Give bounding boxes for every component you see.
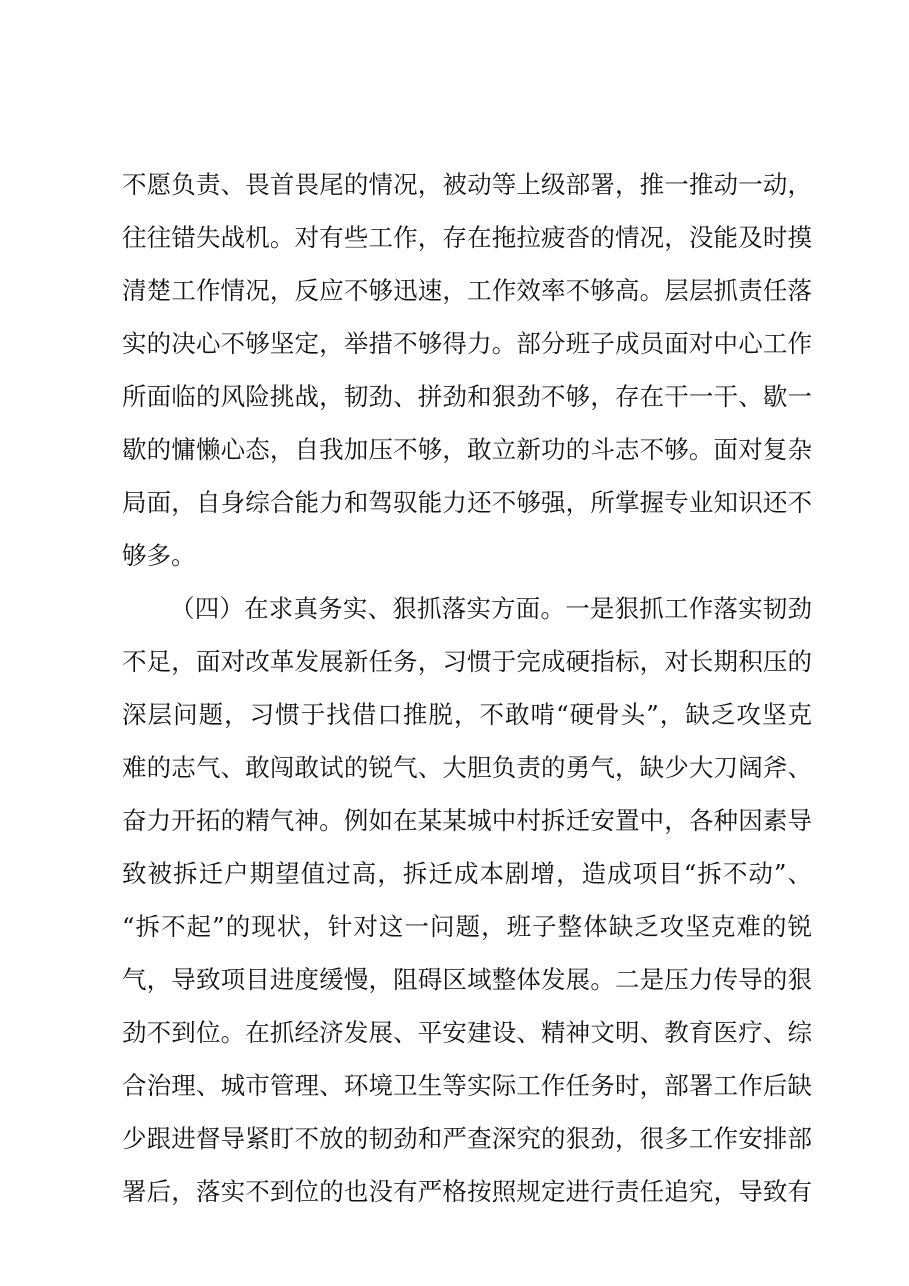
text-line: 实的决心不够坚定，举措不够得力。部分班子成员面对中心工作 xyxy=(122,329,812,358)
text-line: 所面临的风险挑战，韧劲、拼劲和狠劲不够，存在干一干、歇一 xyxy=(122,382,812,411)
text-line: 少跟进督导紧盯不放的韧劲和严查深究的狠劲，很多工作安排部 xyxy=(122,1124,812,1153)
text-line: 致被拆迁户期望值过高，拆迁成本剧增，造成项目“拆不动”、 xyxy=(122,859,812,888)
text-line: 难的志气、敢闯敢试的锐气、大胆负责的勇气，缺少大刀阔斧、 xyxy=(122,753,812,782)
text-line: 不足，面对改革发展新任务，习惯于完成硬指标，对长期积压的 xyxy=(122,647,812,676)
text-line: 往往错失战机。对有些工作，存在拖拉疲沓的情况，没能及时摸 xyxy=(122,223,812,252)
text-line: 清楚工作情况，反应不够迅速，工作效率不够高。层层抓责任落 xyxy=(122,276,812,305)
text-line: 气，导致项目进度缓慢，阻碍区域整体发展。二是压力传导的狠 xyxy=(122,965,812,994)
text-line: 合治理、城市管理、环境卫生等实际工作任务时，部署工作后缺 xyxy=(122,1071,812,1100)
document-body xyxy=(122,158,812,1218)
text-line: 署后，落实不到位的也没有严格按照规定进行责任追究，导致有 xyxy=(122,1177,812,1206)
paragraph-heading-line: （四）在求真务实、狠抓落实方面。一是狠抓工作落实韧劲 xyxy=(170,594,812,623)
text-line: 奋力开拓的精气神。例如在某某城中村拆迁安置中，各种因素导 xyxy=(122,806,812,835)
text-line: “拆不起”的现状，针对这一问题，班子整体缺乏攻坚克难的锐 xyxy=(122,912,812,941)
text-line: 够多。 xyxy=(122,541,196,570)
text-line: 劲不到位。在抓经济发展、平安建设、精神文明、教育医疗、综 xyxy=(122,1018,812,1047)
text-line: 歇的慵懒心态，自我加压不够，敢立新功的斗志不够。面对复杂 xyxy=(122,435,812,464)
text-line: 局面，自身综合能力和驾驭能力还不够强，所掌握专业知识还不 xyxy=(122,488,812,517)
text-line: 深层问题，习惯于找借口推脱，不敢啃“硬骨头”，缺乏攻坚克 xyxy=(122,700,812,729)
text-line: 不愿负责、畏首畏尾的情况，被动等上级部署，推一推动一动， xyxy=(122,170,812,199)
